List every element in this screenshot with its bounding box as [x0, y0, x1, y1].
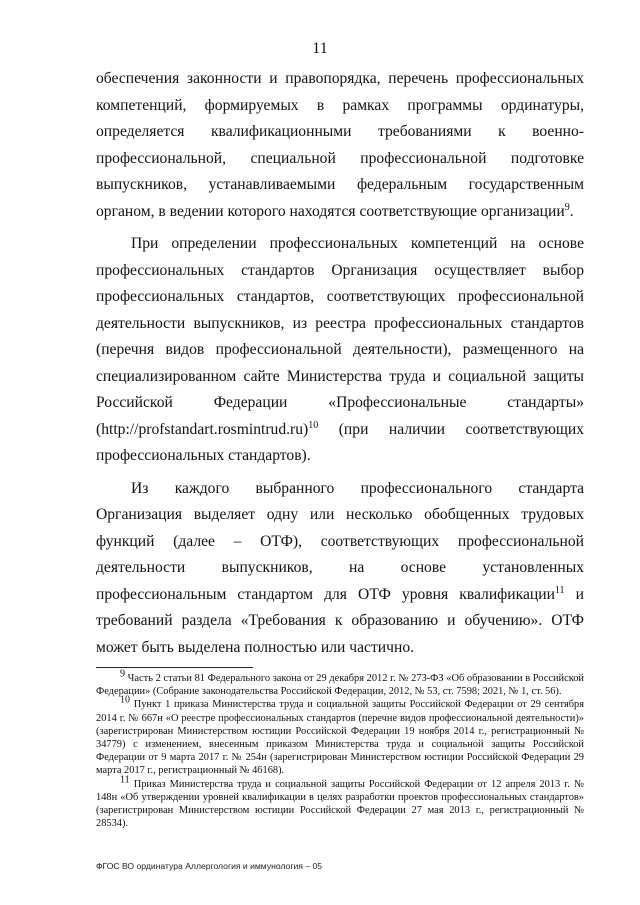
paragraph-1-end: .: [569, 202, 574, 220]
footnote-11-text: Приказ Министерства труда и социальной защиты Российской Федерации от 12 апреля 2013 г. № 148н «Об утверждении уровней квалификации в целях разработки проектов профессиональных стандартов» (зарегистрирован Министерством юстиции Российской Федерации 27 мая 2013 г., регистрационный № 28534).: [96, 778, 584, 830]
footnote-ref-11: 11: [554, 584, 565, 596]
footnote-9-text: Часть 2 статьи 81 Федерального закона от 29 декабря 2012 г. № 273-ФЗ «Об образовании в Российской Федерации» (Собрание законодательства Российской Федерации, 2012, № 53, ст. 7598; 2021, № 1, ст. 56).: [96, 673, 584, 698]
footnote-10-text: Пункт 1 приказа Министерства труда и социальной защиты Российской Федерации от 29 сентября 2014 г. № 667н «О реестре профессиональных стандартов (перечне видов профессиональной деятельности)» (зарегистрирован Министерством юстиции Российской Федерации 19 ноября 2014 г., регистрационный № 34779) с изменением, внесенным приказом Министерства труда и социальной защиты Российской Федерации от 9 марта 2017 г. № 254н (зарегистрирован Министерством юстиции Российской Федерации 29 марта 2017 г., регистрационный № 46168).: [96, 699, 584, 777]
paragraph-3-text: Из каждого выбранного профессионального стандарта Организация выделяет одну или несколько обобщенных трудовых функций (далее – ОТФ), соответствующих профессиональной деятельности выпускников, на основе установленных профессиональным стандартом для ОТФ уровня квалификации: [96, 479, 584, 603]
footnote-marker-11: 11: [120, 774, 130, 786]
paragraph-otf: [96, 476, 584, 662]
paragraph-3-end: и требований раздела «Требования к образованию и обучению». ОТФ может быть выделена полностью или частично.: [96, 585, 584, 656]
footnote-ref-9: 9: [564, 201, 570, 213]
paragraph-2-text: При определении профессиональных компетенций на основе профессиональных стандартов Организация осуществляет выбор профессиональных стандартов, соответствующих профессиональной деятельности выпускников, из реестра профессиональных стандартов (перечня видов профессиональной деятельности), размещенного на специализированном сайте Министерства труда и социальной защиты Российской Федерации «Профессиональные стандарты» (http://profstandart.rosmintrud.ru): [96, 235, 584, 438]
paragraph-1-text: обеспечения законности и правопорядка, перечень профессиональных компетенций, формируемых в рамках программы ординатуры, определяется квалификационными требованиями к военно-профессиональной, специальной профессиональной подготовке выпускников, устанавливаемыми федеральным государственным органом, в ведении которого находятся соответствующие организации: [96, 70, 584, 220]
footnote-10: [96, 694, 584, 777]
footnote-ref-10: 10: [308, 419, 319, 431]
paragraph-professional-standards: [96, 231, 584, 470]
footnote-11: [96, 774, 584, 831]
main-text: [96, 66, 584, 661]
footnote-marker-10: 10: [120, 694, 130, 706]
paragraph-continuation: [96, 66, 584, 225]
page-footer: ФГОС ВО ординатура Аллергология и иммунология – 05: [96, 861, 323, 871]
footnotes: [96, 668, 584, 830]
paragraph-2-end: (при наличии соответствующих профессиональных стандартов).: [96, 420, 584, 464]
footnote-9: [96, 668, 584, 698]
page-number: 11: [312, 40, 328, 57]
footnote-marker-9: 9: [120, 668, 125, 680]
